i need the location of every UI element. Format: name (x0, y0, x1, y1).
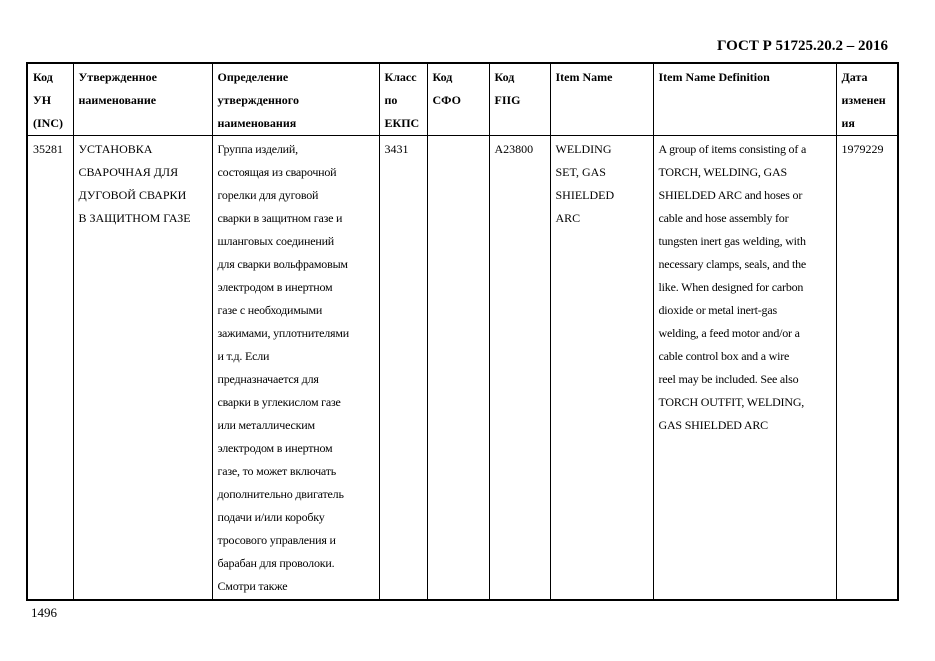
cell-fiig-code: A23800 (489, 136, 550, 601)
header-item-name: Item Name (550, 63, 653, 136)
table-header-row (27, 63, 898, 136)
header-definition: Определение утвержденного наименования (212, 63, 379, 136)
cell-sfo-code (427, 136, 489, 601)
cell-definition: Группа изделий, состоящая из сварочной горелки для дуговой сварки в защитном газе и шланговых соединений для сварки вольфрамовым электродом в инертном газе с необходимыми зажимами, уплотнителями и т.д. Если предназначается для сварки в углекислом газе или металлическим электродом в инертном газе, то может включать дополнительно двигатель подачи и/или коробку тросового управления и барабан для проволоки. Смотри также (212, 136, 379, 601)
table-row (27, 136, 898, 601)
cell-item-name: WELDING SET, GAS SHIELDED ARC (550, 136, 653, 601)
cell-change-date: 1979229 (836, 136, 898, 601)
cell-approved-name: УСТАНОВКА СВАРОЧНАЯ ДЛЯ ДУГОВОЙ СВАРКИ В ЗАЩИТНОМ ГАЗЕ (73, 136, 212, 601)
cell-inc-code: 35281 (27, 136, 73, 601)
document-code: ГОСТ Р 51725.20.2 – 2016 (716, 38, 888, 54)
header-approved-name: Утвержденное наименование (73, 63, 212, 136)
page-number: 1496 (31, 605, 57, 620)
header-change-date: Дата изменен ия (836, 63, 898, 136)
cell-item-name-definition: A group of items consisting of a TORCH, WELDING, GAS SHIELDED ARC and hoses or cable and hose assembly for tungsten inert gas welding, with necessary clamps, seals, and the like. When designed for carbon dioxide or metal inert-gas welding, a feed motor and/or a cable control box and a wire reel may be included. See also TORCH OUTFIT, WELDING, GAS SHIELDED ARC (653, 136, 836, 601)
header-ekps-class: Класс по ЕКПС (379, 63, 427, 136)
cell-ekps-class: 3431 (379, 136, 427, 601)
item-name-table (26, 62, 899, 601)
header-item-name-definition: Item Name Definition (653, 63, 836, 136)
header-sfo-code: Код СФО (427, 63, 489, 136)
header-fiig-code: Код FIIG (489, 63, 550, 136)
header-inc-code: Код УН (INC) (27, 63, 73, 136)
